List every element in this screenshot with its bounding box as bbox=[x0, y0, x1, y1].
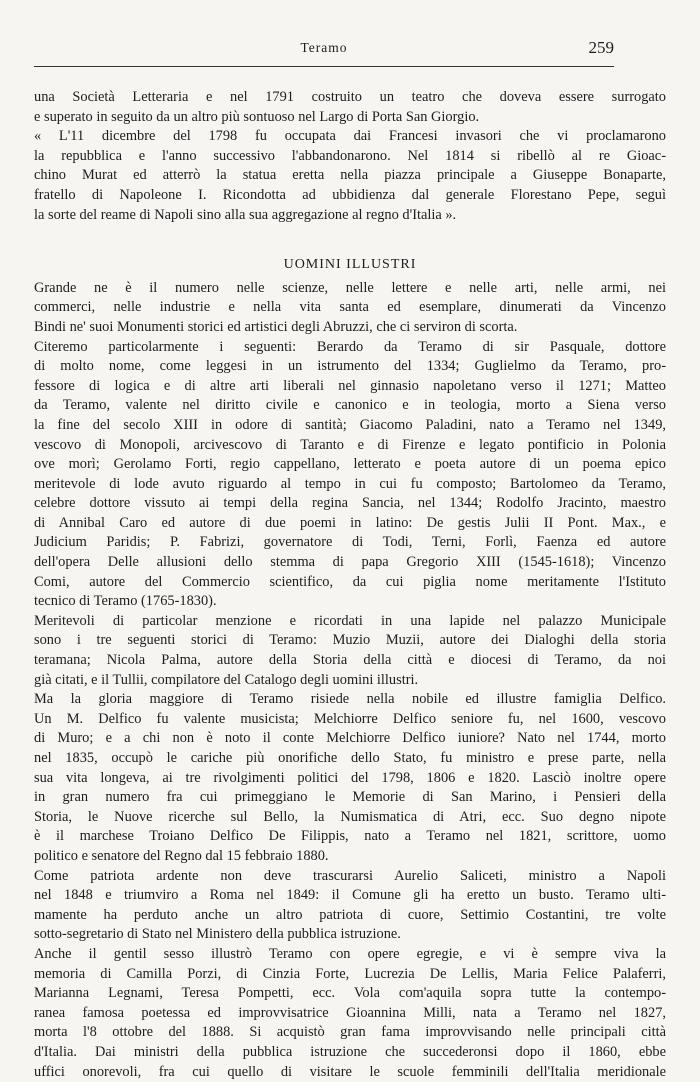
paragraph-intro bbox=[34, 88, 666, 127]
text-line: e superato in seguito da un altro più sontuoso nel Largo di Porta San Giorgio. bbox=[34, 108, 480, 125]
running-title: Teramo bbox=[300, 40, 348, 55]
text-line: celebre dottore vissuto ai tempi della regina Sancia, nel 1344; Rodolfo Jracinto, maestro bbox=[34, 495, 666, 512]
text-line: Citeremo particolarmente i seguenti: Berardo da Teramo di sir Pasquale, dottore bbox=[34, 338, 666, 355]
text-line: Bindi ne' suoi Monumenti storici ed artistici degli Abruzzi, che ci serviron di scorta. bbox=[34, 318, 518, 335]
text-line: uffici onorevoli, fra cui quello di visitare le scuole femminili dell'Italia meridionale bbox=[34, 1063, 666, 1080]
text-line: politico e senatore del Regno dal 15 febbraio 1880. bbox=[34, 847, 329, 864]
text-line: commerci, nelle industrie e nella vita santa ed esemplare, dinumerati da Vincenzo bbox=[34, 299, 666, 316]
text-line: dell'opera Delle allusioni dello stemma di papa Gregorio XIII (1545-1618); Vincenzo bbox=[34, 554, 666, 571]
text-line: sono i tre seguenti storici di Teramo: Muzio Muzii, autore dei Dialoghi della storia bbox=[34, 632, 666, 649]
text-line: in gran numero fra cui primeggiano le Memorie di San Marino, i Pensieri della bbox=[34, 789, 666, 806]
header-rule bbox=[34, 66, 614, 67]
paragraph-women bbox=[34, 945, 666, 1082]
text-line: di Annibal Caro ed autore di due poemi in latino: De gestis Julii II Pont. Max., e bbox=[34, 514, 666, 531]
text-line: Meritevoli di particolar menzione e ricordati in una lapide nel palazzo Municipale bbox=[34, 612, 666, 629]
text-line: la repubblica e l'anno successivo l'abbandonarono. Nel 1814 si ribellò al re Gioac- bbox=[34, 147, 666, 164]
text-line: da Teramo, valente nel diritto civile e canonico e in teologia, morto a Siena verso bbox=[34, 397, 666, 414]
text-line: già citati, e il Tullii, compilatore del Catalogo degli uomini illustri. bbox=[34, 671, 419, 688]
paragraph-delfico bbox=[34, 690, 666, 866]
text-line: nel 1848 e triumviro a Roma nel 1849: il Comune gli ha eretto un busto. Teramo ulti- bbox=[34, 887, 666, 904]
text-line: nel 1835, occupò le cariche più onorifiche dello Stato, fu ministro e prese parte, nella bbox=[34, 750, 666, 766]
page-number: 259 bbox=[588, 38, 614, 57]
text-line: chino Murat ed atterrò la statua eretta nella piazza principale a Giuseppe Bonaparte, bbox=[34, 167, 666, 184]
body-text bbox=[34, 88, 666, 1082]
text-line: una Società Letteraria e nel 1791 costruito un teatro che doveva essere surrogato bbox=[34, 89, 666, 105]
text-line: « L'11 dicembre del 1798 fu occupata dai Francesi invasori che vi proclamarono bbox=[34, 128, 666, 145]
text-line: sua vita longeva, ai tre rivolgimenti politici del 1798, 1806 e 1820. Lasciò inoltre opere bbox=[34, 769, 666, 786]
text-line: Anche il gentil sesso illustrò Teramo con opere egregie, e vi è sempre viva la bbox=[34, 945, 666, 962]
text-line: è il marchese Troiano Delfico De Filippis, nato a Teramo nel 1821, scrittore, uomo bbox=[34, 828, 666, 845]
text-line: memoria di Camilla Porzi, di Cinzia Forte, Lucrezia De Lellis, Maria Felice Palaferri, bbox=[34, 965, 666, 982]
paragraph-historians bbox=[34, 612, 666, 690]
paragraph-list bbox=[34, 338, 666, 612]
text-line: Un M. Delfico fu valente musicista; Melchiorre Delfico seniore fu, nel 1600, vescovo bbox=[34, 710, 666, 727]
text-line: teramana; Nicola Palma, autore della Storia della città e diocesi di Teramo, da noi bbox=[34, 652, 666, 669]
paragraph-overview bbox=[34, 279, 666, 338]
section-heading: UOMINI ILLUSTRI bbox=[283, 257, 417, 273]
paragraph-patriots bbox=[34, 867, 666, 945]
paragraph-history bbox=[34, 127, 666, 225]
text-line: la fine del secolo XIII in odore di santità; Giacomo Paladini, nato a Teramo nel 1349, bbox=[34, 416, 666, 433]
text-line: Grande ne è il numero nelle scienze, nelle lettere e nelle arti, nelle armi, nei bbox=[34, 279, 666, 296]
text-line: sotto-segretario di Stato nel Ministero della pubblica istruzione. bbox=[34, 926, 401, 943]
text-line: ranea famosa poetessa ed improvvisatrice Gioannina Milli, nata a Teramo nel 1827, bbox=[34, 1004, 666, 1021]
text-line: la sorte del reame di Napoli sino alla sua aggregazione al regno d'Italia ». bbox=[34, 206, 457, 223]
text-line: tecnico di Teramo (1765-1830). bbox=[34, 593, 217, 610]
text-line: Marianna Legnami, Teresa Pompetti, ecc. Vola com'aquila sopra tutte la contempo- bbox=[34, 985, 666, 1002]
text-line: fessore di logica e di altre arti liberali nel ginnasio napoletano verso il 1271; Matteo bbox=[34, 377, 666, 394]
text-line: Ma la gloria maggiore di Teramo risiede nella nobile ed illustre famiglia Delfico. bbox=[34, 691, 666, 708]
text-line: fratello di Napoleone I. Ricondotta ad ubbidienza dal generale Florestano Pepe, seguì bbox=[34, 186, 666, 203]
text-line: di molto nome, come leggesi in un istrumento del 1334; Guglielmo da Teramo, pro- bbox=[34, 358, 666, 375]
text-line: d'Italia. Dai ministri della pubblica istruzione che succederonsi dopo il 1860, ebbe bbox=[34, 1043, 666, 1060]
running-head bbox=[34, 38, 614, 62]
text-line: meritevole di lode avuto riguardo al tempo in cui fu composto; Bartolomeo da Teramo, bbox=[34, 475, 666, 492]
text-line: mamente ha perduto anche un altro patriota di cuore, Settimio Costantini, tre volte bbox=[34, 906, 666, 923]
text-line: Come patriota ardente non deve trascurarsi Aurelio Saliceti, ministro a Napoli bbox=[34, 867, 666, 884]
text-line: Comi, autore del Commercio scientifico, da cui piglia nome meritamente l'Istituto bbox=[34, 573, 666, 590]
text-line: morta l'8 ottobre del 1888. Si acquistò gran fama improvvisando nelle principali città bbox=[34, 1024, 666, 1041]
text-line: vescovo di Monopoli, arcivescovo di Taranto e di Firenze e legato pontificio in Polonia bbox=[34, 436, 666, 453]
text-line: Judicium Paridis; P. Fabrizi, governatore di Todi, Terni, Forlì, Faenza ed autore bbox=[34, 534, 666, 551]
text-line: di Muro; e a chi non è noto il conte Melchiorre Delfico iuniore? Nato nel 1744, morto bbox=[34, 730, 666, 747]
text-line: Storia, le Nuove ricerche sul Bello, la Numismatica di Atri, ecc. Suo degno nipote bbox=[34, 808, 666, 825]
text-line: ove morì; Gerolamo Forti, regio cappellano, letterato e poeta autore di un poema epico bbox=[34, 456, 666, 473]
